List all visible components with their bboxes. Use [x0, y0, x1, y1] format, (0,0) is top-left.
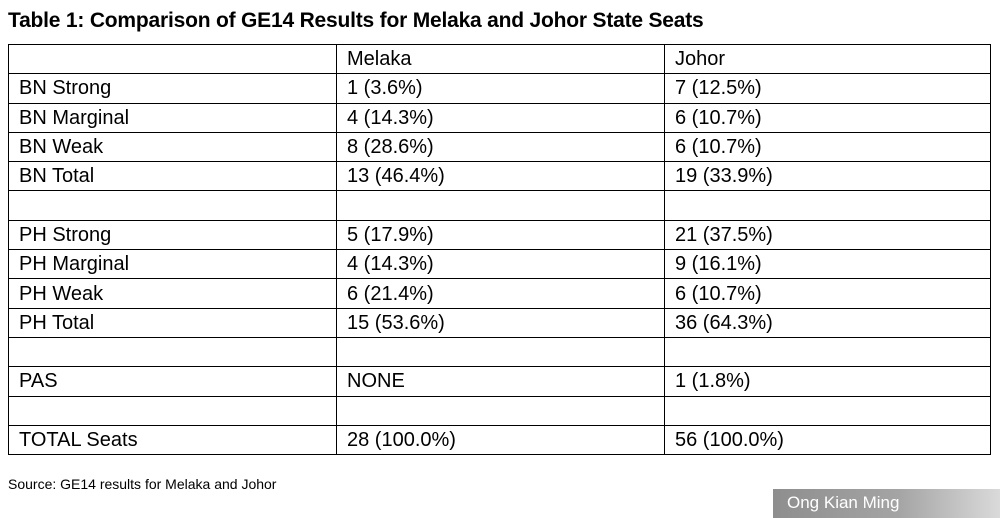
table-row — [9, 162, 991, 191]
spacer-row — [9, 396, 991, 425]
table-row — [9, 308, 991, 337]
row-label: BN Weak — [9, 132, 337, 161]
melaka-cell: 6 (21.4%) — [337, 279, 665, 308]
table-row — [9, 367, 991, 396]
row-label: PH Marginal — [9, 250, 337, 279]
row-label: BN Marginal — [9, 103, 337, 132]
melaka-cell: 15 (53.6%) — [337, 308, 665, 337]
header-cell-melaka: Melaka — [337, 45, 665, 74]
table-title: Table 1: Comparison of GE14 Results for Melaka and Johor State Seats — [8, 9, 704, 32]
watermark-text: Ong Kian Ming — [787, 493, 900, 512]
johor-cell: 9 (16.1%) — [665, 250, 991, 279]
table-row — [9, 279, 991, 308]
johor-cell: 1 (1.8%) — [665, 367, 991, 396]
johor-cell: 56 (100.0%) — [665, 425, 991, 454]
johor-cell: 7 (12.5%) — [665, 74, 991, 103]
johor-cell — [665, 337, 991, 366]
melaka-cell: 1 (3.6%) — [337, 74, 665, 103]
row-label — [9, 337, 337, 366]
row-label — [9, 191, 337, 220]
table-row — [9, 220, 991, 249]
spacer-row — [9, 337, 991, 366]
melaka-cell: 8 (28.6%) — [337, 132, 665, 161]
johor-cell: 21 (37.5%) — [665, 220, 991, 249]
spacer-row — [9, 191, 991, 220]
row-label: TOTAL Seats — [9, 425, 337, 454]
table-row — [9, 74, 991, 103]
table-row — [9, 250, 991, 279]
melaka-cell — [337, 337, 665, 366]
row-label: PAS — [9, 367, 337, 396]
row-label: BN Strong — [9, 74, 337, 103]
results-table — [8, 44, 991, 455]
header-cell-blank — [9, 45, 337, 74]
johor-cell: 19 (33.9%) — [665, 162, 991, 191]
row-label: PH Total — [9, 308, 337, 337]
table-row — [9, 132, 991, 161]
melaka-cell: 4 (14.3%) — [337, 250, 665, 279]
row-label — [9, 396, 337, 425]
melaka-cell — [337, 396, 665, 425]
melaka-cell: 28 (100.0%) — [337, 425, 665, 454]
row-label: BN Total — [9, 162, 337, 191]
melaka-cell: 13 (46.4%) — [337, 162, 665, 191]
johor-cell: 6 (10.7%) — [665, 132, 991, 161]
row-label: PH Strong — [9, 220, 337, 249]
author-watermark — [773, 489, 1000, 518]
table-header-row — [9, 45, 991, 74]
melaka-cell: NONE — [337, 367, 665, 396]
melaka-cell — [337, 191, 665, 220]
source-note: Source: GE14 results for Melaka and Johor — [8, 476, 277, 492]
johor-cell: 6 (10.7%) — [665, 103, 991, 132]
table-row — [9, 103, 991, 132]
header-cell-johor: Johor — [665, 45, 991, 74]
johor-cell — [665, 396, 991, 425]
table-row — [9, 425, 991, 454]
row-label: PH Weak — [9, 279, 337, 308]
johor-cell — [665, 191, 991, 220]
melaka-cell: 5 (17.9%) — [337, 220, 665, 249]
johor-cell: 36 (64.3%) — [665, 308, 991, 337]
johor-cell: 6 (10.7%) — [665, 279, 991, 308]
melaka-cell: 4 (14.3%) — [337, 103, 665, 132]
